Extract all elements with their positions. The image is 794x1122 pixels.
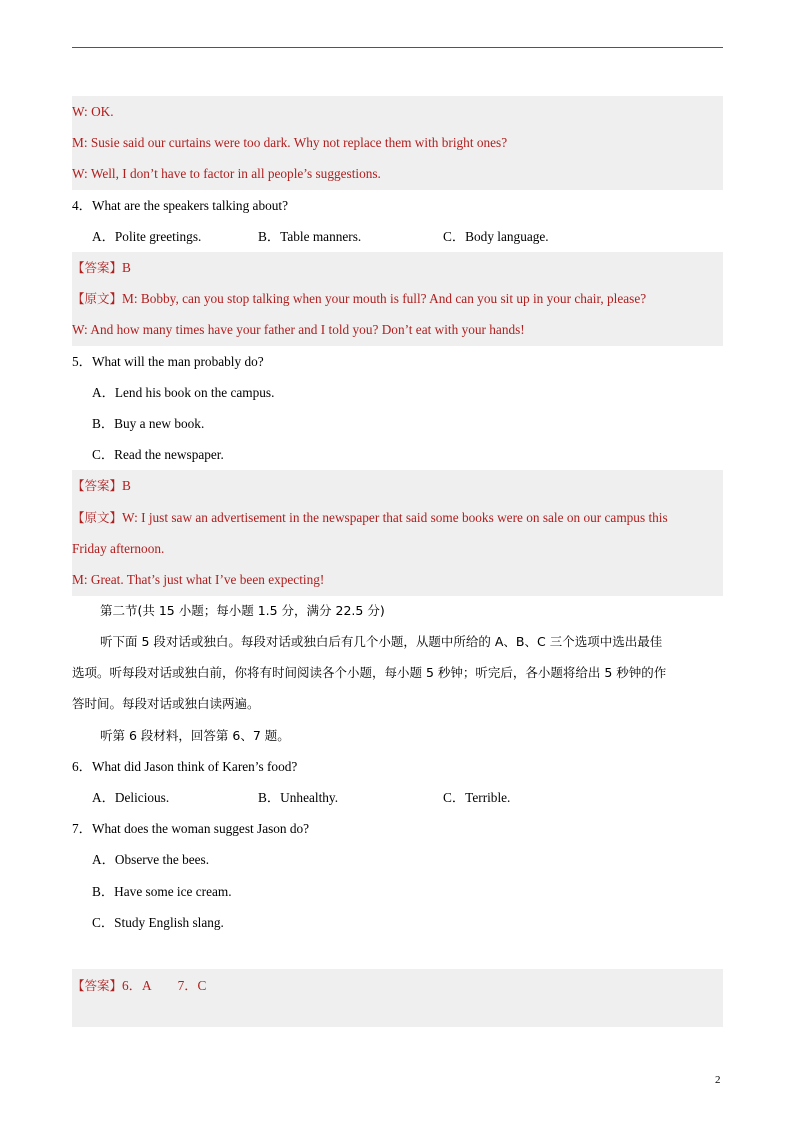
section-heading: 第二节(共 15 小题；每小题 1.5 分，满分 22.5 分) [100, 603, 385, 618]
option-5b: B．Buy a new book. [92, 416, 205, 431]
question-stem-6: 6．What did Jason think of Karen’s food? [72, 759, 298, 774]
answer-6: 6．A [122, 978, 152, 993]
transcript-text: M: Bobby, can you stop talking when your mouth is full? And can you sit up in your chair, please? [122, 291, 647, 306]
option-6b: B．Unhealthy. [258, 790, 339, 805]
option-7b: B．Have some ice cream. [92, 884, 232, 899]
option-5a: A．Lend his book on the campus. [92, 385, 275, 400]
answer-value: B [122, 260, 131, 275]
transcript-line: Friday afternoon. [72, 541, 165, 556]
answer-line-q6-q7 [72, 976, 206, 996]
transcript-line-q4 [72, 289, 646, 309]
option-4a: A．Polite greetings. [92, 229, 202, 244]
section-instructions: 听下面 5 段对话或独白。每段对话或独白后有几个小题，从题中所给的 A、B、C 三个选项中选出最佳 [100, 634, 663, 649]
transcript-line-q5 [72, 508, 668, 528]
answer-tag: 【答案】 [72, 260, 123, 275]
option-6a: A．Delicious. [92, 790, 170, 805]
transcript-line: W: Well, I don’t have to factor in all people’s suggestions. [72, 166, 381, 181]
answer-line-q4 [72, 258, 131, 278]
option-4c: C．Body language. [443, 229, 549, 244]
transcript-tag: 【原文】 [72, 291, 123, 306]
transcript-line: W: OK. [72, 104, 114, 119]
question-stem-5: 5．What will the man probably do? [72, 354, 264, 369]
section-instructions: 答时间。每段对话或独白读两遍。 [72, 696, 260, 711]
transcript-line: M: Susie said our curtains were too dark. Why not replace them with bright ones? [72, 135, 508, 150]
section-instructions: 选项。听每段对话或独白前，你将有时间阅读各个小题，每小题 5 秒钟；听完后，各小题将给出 5 秒钟的作 [72, 665, 667, 680]
answer-tag: 【答案】 [72, 978, 123, 993]
question-stem-7: 7．What does the woman suggest Jason do? [72, 821, 310, 836]
transcript-line: M: Great. That’s just what I’ve been expecting! [72, 572, 325, 587]
answer-line-q5 [72, 476, 131, 496]
option-7c: C．Study English slang. [92, 915, 224, 930]
option-6c: C．Terrible. [443, 790, 511, 805]
transcript-tag: 【原文】 [72, 510, 123, 525]
answer-tag: 【答案】 [72, 478, 123, 493]
question-stem-4: 4．What are the speakers talking about? [72, 198, 288, 213]
transcript-line: W: And how many times have your father and I told you? Don’t eat with your hands! [72, 322, 525, 337]
page-number: 2 [715, 1074, 721, 1086]
material-intro: 听第 6 段材料，回答第 6、7 题。 [100, 728, 290, 743]
header-rule [72, 47, 723, 48]
option-4b: B．Table manners. [258, 229, 362, 244]
transcript-text: W: I just saw an advertisement in the newspaper that said some books were on sale on our campus this [122, 510, 668, 525]
answer-7: 7．C [177, 978, 207, 993]
answer-value: B [122, 478, 131, 493]
option-5c: C．Read the newspaper. [92, 447, 224, 462]
option-7a: A．Observe the bees. [92, 852, 210, 867]
